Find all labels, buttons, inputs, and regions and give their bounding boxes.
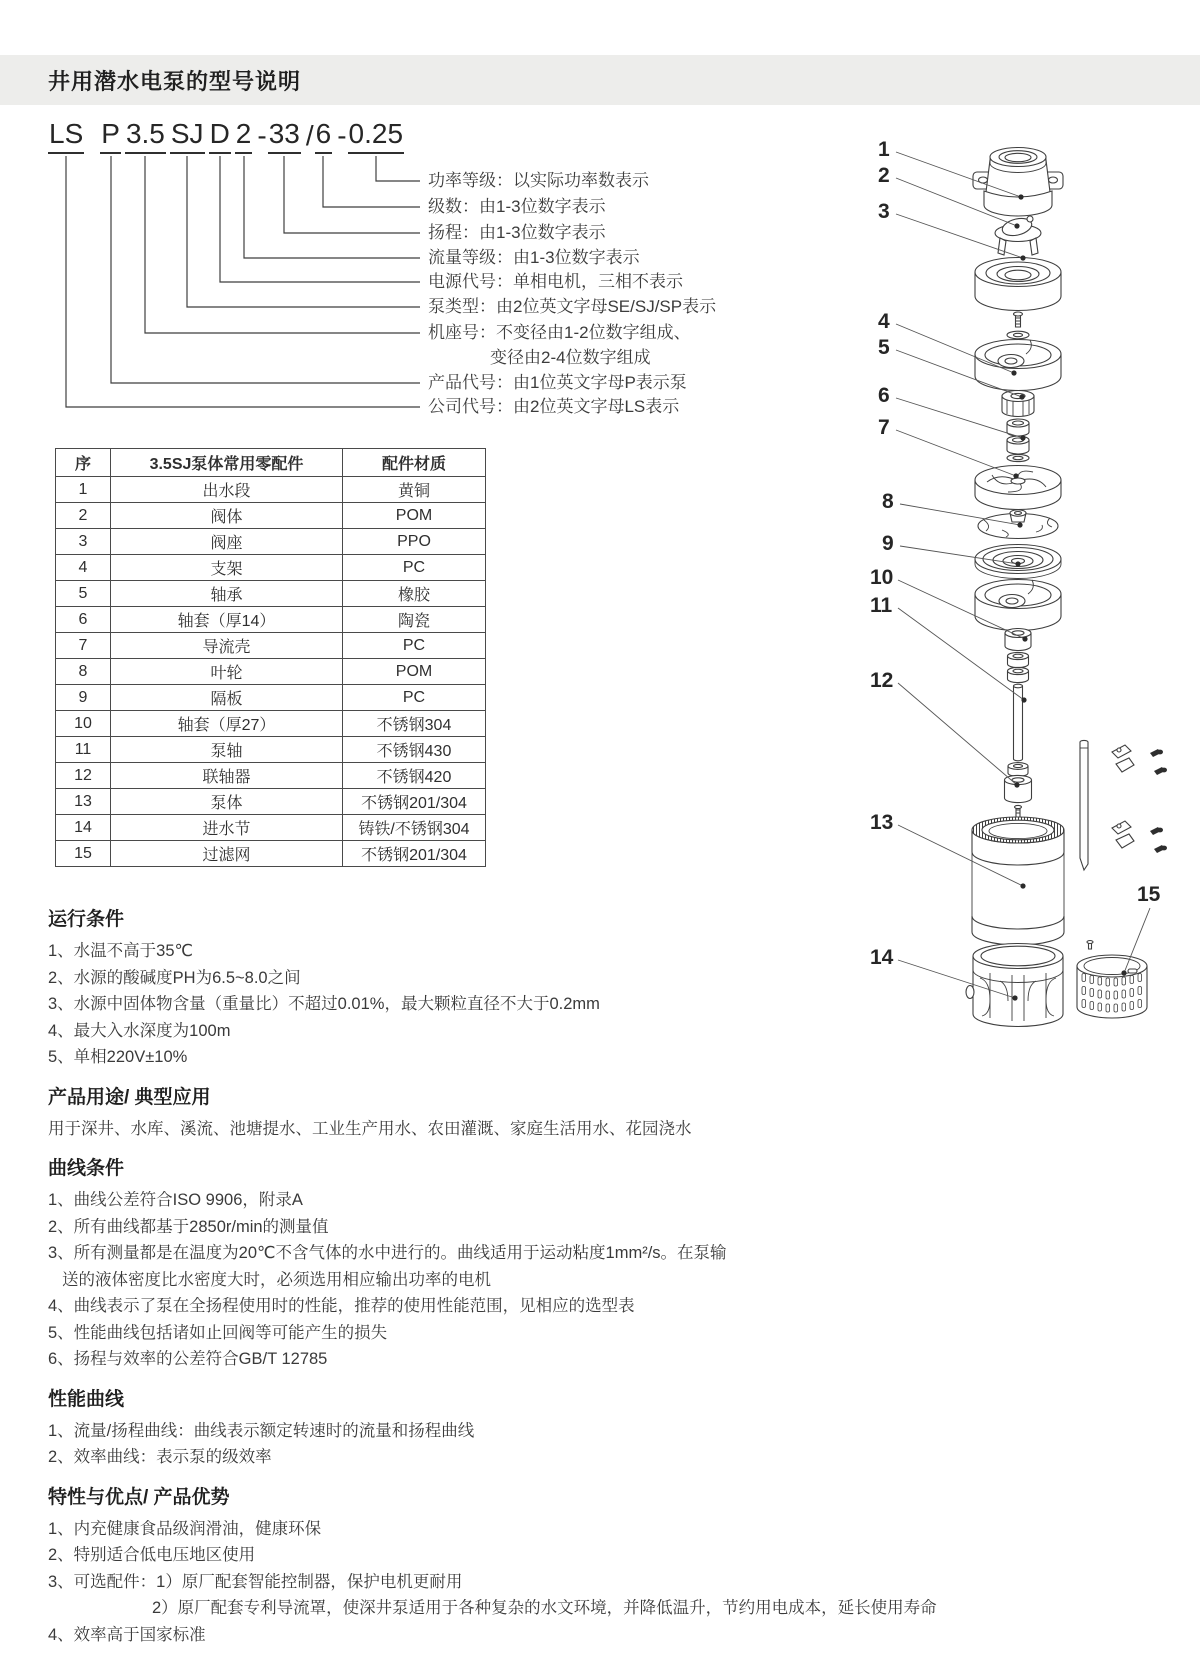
- table-row: [56, 685, 486, 711]
- table-cell: 5: [56, 581, 111, 607]
- table-cell: 泵体: [111, 789, 343, 815]
- part-outlet-section: [973, 148, 1063, 217]
- part-callout-1: 1: [878, 138, 890, 161]
- part-callout-6: 6: [878, 384, 890, 407]
- part-callout-13: 13: [870, 811, 894, 834]
- table-cell: 泵轴: [111, 737, 343, 763]
- info-sections: [48, 893, 1158, 1657]
- table-cell: 陶瓷: [343, 607, 486, 633]
- table-cell: 不锈钢304: [343, 711, 486, 737]
- table-row: [56, 789, 486, 815]
- model-separator: -: [257, 120, 267, 151]
- page-title: 井用潜水电泵的型号说明: [48, 68, 302, 94]
- content-section: [48, 1384, 1158, 1471]
- table-header-cell: 序: [56, 449, 111, 477]
- part-coupling: [1005, 775, 1032, 817]
- table-cell: 过滤网: [111, 841, 343, 867]
- model-connector-line: [111, 156, 420, 383]
- table-cell: PC: [343, 555, 486, 581]
- table-cell: 轴套（厚14）: [111, 607, 343, 633]
- model-connector-line: [220, 156, 420, 282]
- part-valve-seat: [975, 258, 1061, 311]
- part-callout-4: 4: [878, 310, 890, 333]
- table-cell: 阀座: [111, 529, 343, 555]
- part-bracket-lower: [975, 580, 1061, 631]
- table-row: [56, 841, 486, 867]
- table-cell: 铸铁/不锈钢304: [343, 815, 486, 841]
- model-connector-line: [376, 156, 420, 181]
- table-cell: PPO: [343, 529, 486, 555]
- part-bracket: [975, 340, 1061, 391]
- section-item: 1、曲线公差符合ISO 9906，附录A: [48, 1191, 303, 1209]
- model-separator: -: [337, 120, 347, 151]
- table-cell: 11: [56, 737, 111, 763]
- table-cell: 不锈钢420: [343, 763, 486, 789]
- section-item: 4、曲线表示了泵在全扬程使用时的性能，推荐的使用性能范围，见相应的选型表: [48, 1297, 635, 1315]
- table-cell: 联轴器: [111, 763, 343, 789]
- section-item: 2、所有曲线都基于2850r/min的测量值: [48, 1217, 329, 1236]
- table-cell: 13: [56, 789, 111, 815]
- part-callout-3: 3: [878, 200, 890, 223]
- part-callout-2: 2: [878, 164, 890, 187]
- table-cell: 橡胶: [343, 581, 486, 607]
- table-cell: 8: [56, 659, 111, 685]
- model-segment: D: [209, 116, 231, 154]
- section-item: 5、性能曲线包括诸如止回阀等可能产生的损失: [48, 1323, 388, 1342]
- table-cell: PC: [343, 633, 486, 659]
- part-cable-guard: [1080, 740, 1088, 870]
- table-row: [56, 555, 486, 581]
- part-valve-body: [995, 216, 1041, 255]
- table-cell: 支架: [111, 555, 343, 581]
- section-item: 1、流量/扬程曲线：曲线表示额定转速时的流量和扬程曲线: [48, 1421, 475, 1440]
- table-header-row: [56, 449, 486, 477]
- section-item: 2、效率曲线：表示泵的级效率: [48, 1448, 272, 1466]
- part-callout-8: 8: [882, 490, 894, 513]
- table-row: [56, 659, 486, 685]
- table-row: [56, 529, 486, 555]
- section-item: 送的液体密度比水密度大时，必须选用相应输出功率的电机: [62, 1270, 491, 1289]
- part-callout-11: 11: [870, 594, 893, 617]
- model-label: 级数：由1-3位数字表示: [428, 197, 606, 216]
- content-section: [48, 1482, 1158, 1649]
- part-callout-14: 14: [870, 946, 894, 969]
- model-segment: 3.5: [125, 116, 166, 154]
- model-connector-line: [187, 156, 420, 307]
- table-cell: 出水段: [111, 477, 343, 503]
- section-heading: 运行条件: [48, 909, 125, 930]
- section-heading: 特性与优点/ 产品优势: [48, 1486, 230, 1508]
- table-row: [56, 607, 486, 633]
- table-cell: 导流壳: [111, 633, 343, 659]
- model-segment: 6: [315, 116, 333, 154]
- part-shaft-sleeve-27: [1005, 629, 1031, 683]
- section-item: 3、可选配件：1）原厂配套智能控制器，保护电机更耐用: [48, 1572, 463, 1591]
- parts-material-table: [55, 448, 486, 867]
- table-cell: 14: [56, 815, 111, 841]
- section-item: 用于深井、水库、溪流、池塘提水、工业生产用水、农田灌溉、家庭生活用水、花园浇水: [48, 1119, 692, 1138]
- screw-and-washer: [1007, 312, 1029, 339]
- section-item: 4、最大入水深度为100m: [48, 1021, 231, 1040]
- model-label-continuation: 变径由2-4位数字组成: [490, 348, 651, 367]
- part-bearing: [1002, 391, 1034, 417]
- part-callout-10: 10: [870, 566, 894, 589]
- table-cell: 隔板: [111, 685, 343, 711]
- section-item: 1、内充健康食品级润滑油，健康环保: [48, 1519, 322, 1538]
- table-row: [56, 477, 486, 503]
- model-label: 公司代号：由2位英文字母LS表示: [428, 397, 680, 416]
- model-label: 流量等级：由1-3位数字表示: [428, 248, 640, 267]
- table-cell: 不锈钢201/304: [343, 789, 486, 815]
- table-cell: 进水节: [111, 815, 343, 841]
- table-row: [56, 763, 486, 789]
- table-cell: 4: [56, 555, 111, 581]
- model-label: 泵类型：由2位英文字母SE/SJ/SP表示: [428, 297, 717, 316]
- table-cell: 不锈钢201/304: [343, 841, 486, 867]
- table-cell: 6: [56, 607, 111, 633]
- table-cell: 轴承: [111, 581, 343, 607]
- content-section: [48, 1082, 1158, 1143]
- table-cell: 3: [56, 529, 111, 555]
- section-item: 2、特别适合低电压地区使用: [48, 1546, 256, 1564]
- part-callout-5: 5: [878, 336, 890, 359]
- section-heading: 性能曲线: [48, 1388, 125, 1410]
- model-label: 扬程：由1-3位数字表示: [428, 223, 606, 242]
- table-cell: 阀体: [111, 503, 343, 529]
- model-segment: 2: [235, 116, 253, 154]
- part-clips: [1112, 745, 1134, 848]
- model-label: 产品代号：由1位英文字母P表示泵: [428, 373, 687, 392]
- table-row: [56, 815, 486, 841]
- model-segment: 33: [268, 116, 301, 154]
- model-connector-line: [284, 156, 420, 233]
- part-callout-7: 7: [878, 416, 890, 439]
- table-row: [56, 711, 486, 737]
- section-item: 2、水源的酸碱度PH为6.5~8.0之间: [48, 968, 301, 987]
- table-cell: 黄铜: [343, 477, 486, 503]
- section-heading: 产品用途/ 典型应用: [48, 1086, 211, 1108]
- section-heading: 曲线条件: [48, 1158, 125, 1179]
- model-segment: SJ: [170, 116, 205, 154]
- table-cell: 1: [56, 477, 111, 503]
- part-diffuser-shell: [975, 466, 1061, 510]
- table-cell: 2: [56, 503, 111, 529]
- table-cell: 叶轮: [111, 659, 343, 685]
- section-item: 2）原厂配套专利导流罩，使深井泵适用于各种复杂的水文环境，并降低温升，节约用电成本，延长使用寿命: [152, 1599, 937, 1617]
- table-cell: 15: [56, 841, 111, 867]
- table-cell: POM: [343, 659, 486, 685]
- model-segment: P: [100, 116, 121, 154]
- table-row: [56, 503, 486, 529]
- table-cell: 不锈钢430: [343, 737, 486, 763]
- part-callout-12: 12: [870, 669, 894, 692]
- table-cell: 12: [56, 763, 111, 789]
- table-header-cell: 3.5SJ泵体常用零配件: [111, 449, 343, 477]
- section-item: 1、水温不高于35℃: [48, 942, 194, 960]
- table-cell: 9: [56, 685, 111, 711]
- model-code: [48, 116, 408, 154]
- table-cell: 轴套（厚27）: [111, 711, 343, 737]
- table-row: [56, 737, 486, 763]
- part-callout-15: 15: [1137, 883, 1161, 906]
- model-label: 功率等级：以实际功率数表示: [428, 171, 649, 190]
- content-section: [48, 1153, 1158, 1373]
- section-item: 5、单相220V±10%: [48, 1048, 188, 1066]
- section-item: 3、水源中固体物含量（重量比）不超过0.01%，最大颗粒直径不大于0.2mm: [48, 995, 600, 1013]
- part-shaft-sleeve-14: [1007, 419, 1029, 462]
- section-title-banner: [0, 55, 1200, 105]
- table-cell: POM: [343, 503, 486, 529]
- part-callout-9: 9: [882, 532, 894, 555]
- table-row: [56, 581, 486, 607]
- model-label: 机座号：不变径由1-2位数字组成、: [428, 323, 691, 342]
- model-label: 电源代号：单相电机，三相不表示: [428, 272, 683, 291]
- section-item: 4、效率高于国家标准: [48, 1625, 206, 1644]
- section-item: 3、所有测量都是在温度为20℃不含气体的水中进行的。曲线适用于运动粘度1mm²/s。在泵输: [48, 1244, 727, 1262]
- model-segment: LS: [48, 116, 84, 154]
- table-row: [56, 633, 486, 659]
- part-screws: [1150, 749, 1167, 853]
- table-cell: PC: [343, 685, 486, 711]
- table-cell: 10: [56, 711, 111, 737]
- section-item: 6、扬程与效率的公差符合GB/T 12785: [48, 1350, 328, 1368]
- content-section: [48, 904, 1158, 1071]
- table-cell: 7: [56, 633, 111, 659]
- model-separator: /: [305, 120, 314, 151]
- table-header-cell: 配件材质: [343, 449, 486, 477]
- model-segment: 0.25: [348, 116, 405, 154]
